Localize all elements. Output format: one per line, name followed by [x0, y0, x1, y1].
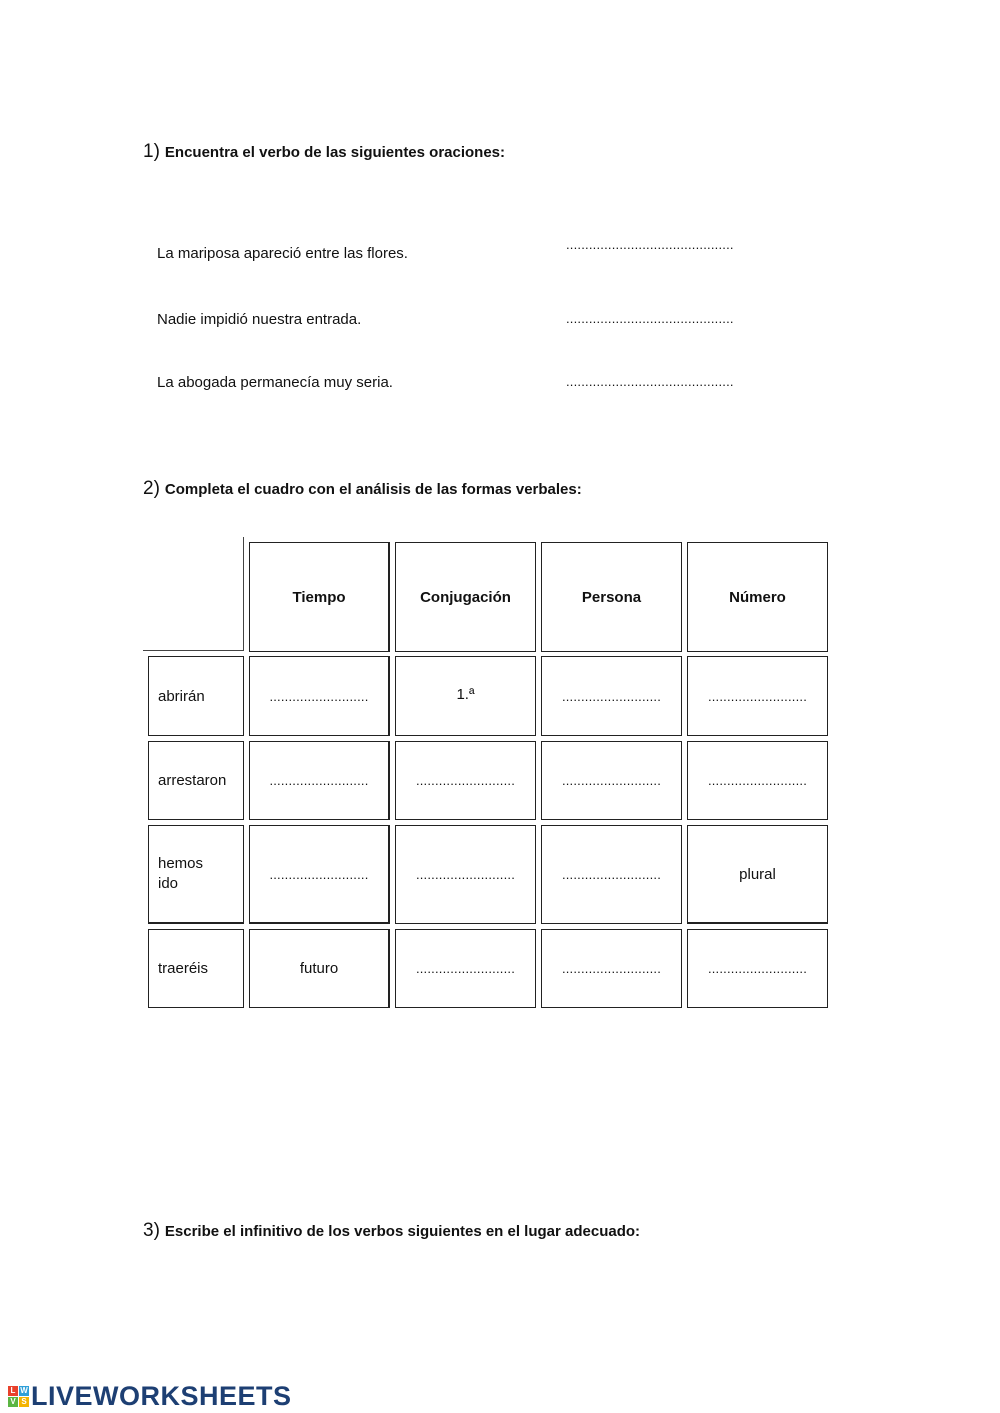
question-2-title: [143, 478, 582, 500]
answer-cell[interactable]: ..........................: [687, 741, 828, 820]
given-value-cell: futuro: [249, 929, 390, 1008]
question-3-number: 3): [143, 1220, 160, 1241]
logo-icon: [8, 1386, 29, 1407]
answer-cell[interactable]: ..........................: [541, 825, 682, 924]
header-tiempo: Tiempo: [249, 542, 390, 652]
liveworksheets-logo: [8, 1381, 292, 1412]
logo-letter: W: [20, 1386, 28, 1395]
answer-field-2[interactable]: ............................................: [566, 311, 734, 326]
answer-field-1[interactable]: ............................................: [566, 237, 734, 252]
answer-cell[interactable]: ..........................: [395, 825, 536, 924]
question-3-text: Escribe el infinitivo de los verbos siguientes en el lugar adecuado:: [164, 1223, 641, 1240]
answer-cell[interactable]: ..........................: [541, 741, 682, 820]
answer-cell[interactable]: ..........................: [687, 929, 828, 1008]
sentence-2: Nadie impidió nuestra entrada.: [157, 311, 362, 328]
answer-cell[interactable]: ..........................: [249, 656, 390, 736]
answer-cell[interactable]: ..........................: [395, 741, 536, 820]
logo-letter: S: [19, 1397, 29, 1407]
answer-cell[interactable]: ..........................: [687, 656, 828, 736]
question-2-text: Completa el cuadro con el análisis de las formas verbales:: [164, 481, 582, 498]
answer-cell[interactable]: ..........................: [541, 656, 682, 736]
given-value-cell: plural: [687, 825, 828, 924]
table-corner-line-horizontal: [143, 650, 244, 651]
answer-field-3[interactable]: ............................................: [566, 374, 734, 389]
question-1-text: Encuentra el verbo de las siguientes oraciones:: [164, 144, 506, 161]
table-corner-line-vertical: [243, 537, 244, 651]
answer-cell[interactable]: ..........................: [395, 929, 536, 1008]
given-value-cell: 1.ª: [395, 656, 536, 736]
header-persona: Persona: [541, 542, 682, 652]
question-3-title: [143, 1220, 640, 1242]
row-verb-hemos-ido: hemos ido: [148, 825, 244, 924]
sentence-1: La mariposa apareció entre las flores.: [157, 245, 408, 262]
answer-cell[interactable]: ..........................: [249, 825, 390, 924]
sentence-3: La abogada permanecía muy seria.: [157, 374, 393, 391]
answer-cell[interactable]: ..........................: [249, 741, 390, 820]
row-verb-abriran: abrirán: [148, 656, 244, 736]
row-verb-traereis: traeréis: [148, 929, 244, 1008]
answer-cell[interactable]: ..........................: [541, 929, 682, 1008]
logo-letter: L: [8, 1386, 18, 1396]
header-numero: Número: [687, 542, 828, 652]
question-1-title: [143, 141, 505, 163]
header-conjugacion: Conjugación: [395, 542, 536, 652]
logo-wordmark: LIVEWORKSHEETS: [31, 1381, 292, 1411]
row-verb-arrestaron: arrestaron: [148, 741, 244, 820]
question-1-number: 1): [143, 141, 160, 162]
question-2-number: 2): [143, 478, 160, 499]
logo-letter: V: [8, 1397, 18, 1407]
